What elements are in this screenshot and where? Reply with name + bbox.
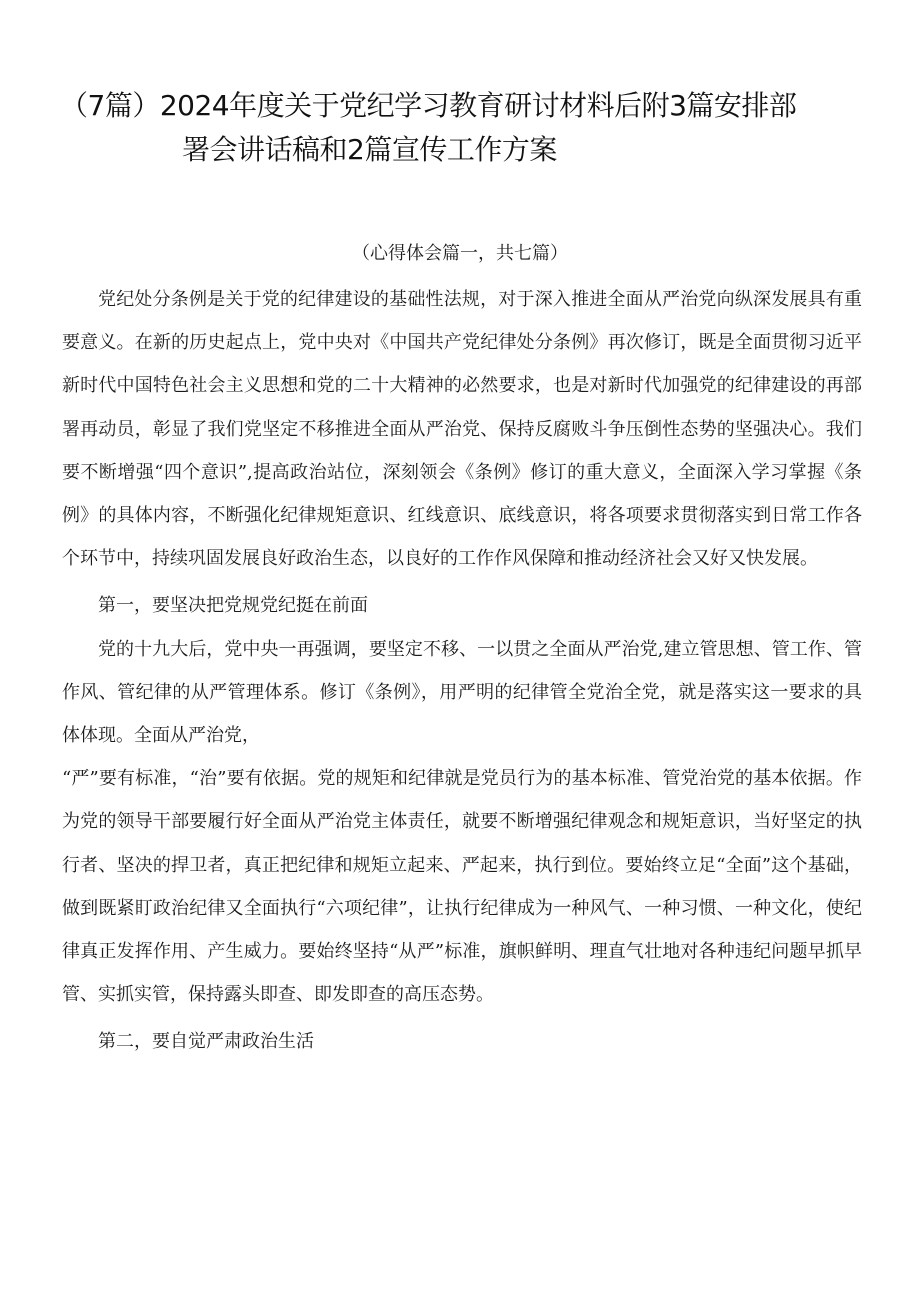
document-title xyxy=(60,84,860,172)
paragraph-first-a: 党的十九大后，党中央一再强调，要坚定不移、一以贯之全面从严治党,建立管思想、管工作、管作风、管纪律的从严管理体系。修订《条例》，用严明的纪律管全党治全党，就是落实这一要求的具体体现。全面从严治党， xyxy=(62,638,862,747)
paragraph-intro: 党纪处分条例是关于党的纪律建设的基础性法规，对于深入推进全面从严治党向纵深发展具有重要意义。在新的历史起点上，党中央对《中国共产党纪律处分条例》再次修订，既是全面贯彻习近平新时代中国特色社会主义思想和党的二十大精神的必然要求，也是对新时代加强党的纪律建设的再部署再动员，彰显了我们党坚定不移推进全面从严治党、保持反腐败斗争压倒性态势的坚强决心。我们要不断增强“四个意识”,提高政治站位，深刻领会《条例》修订的重大意义，全面深入学习掌握《条例》的具体内容，不断强化纪律规矩意识、红线意识、底线意识，将各项要求贯彻落实到日常工作各个环节中，持续巩固发展良好政治生态，以良好的工作作风保障和推动经济社会又好又快发展。 xyxy=(62,289,862,570)
paragraph-first-b: “严”要有标准，“治”要有依据。党的规矩和纪律就是党员行为的基本标准、管党治党的基本依据。作为党的领导干部要履行好全面从严治党主体责任，就要不断增强纪律观念和规矩意识，当好坚定的执行者、坚决的捍卫者，真正把纪律和规矩立起来、严起来，执行到位。要始终立足“全面”这个基础，做到既紧盯政治纪律又全面执行“六项纪律”，让执行纪律成为一种风气、一种习惯、一种文化，使纪律真正发挥作用、产生威力。要始终坚持“从严”标准，旗帜鲜明、理直气壮地对各种违纪问题早抓早管、实抓实管，保持露头即查、即发即查的高压态势。 xyxy=(62,768,862,1006)
section-heading-first: 第一，要坚决把党规党纪挺在前面 xyxy=(98,595,368,617)
document-title-line1: （7篇）2024年度关于党纪学习教育研讨材料后附3篇安排部 xyxy=(60,89,797,122)
document-subtitle: （心得体会篇一，共七篇） xyxy=(352,243,568,264)
document-title-line2: 署会讲话稿和2篇宣传工作方案 xyxy=(182,133,557,166)
section-heading-second: 第二，要自觉严肃政治生活 xyxy=(98,1031,314,1053)
document-body xyxy=(62,278,862,1064)
